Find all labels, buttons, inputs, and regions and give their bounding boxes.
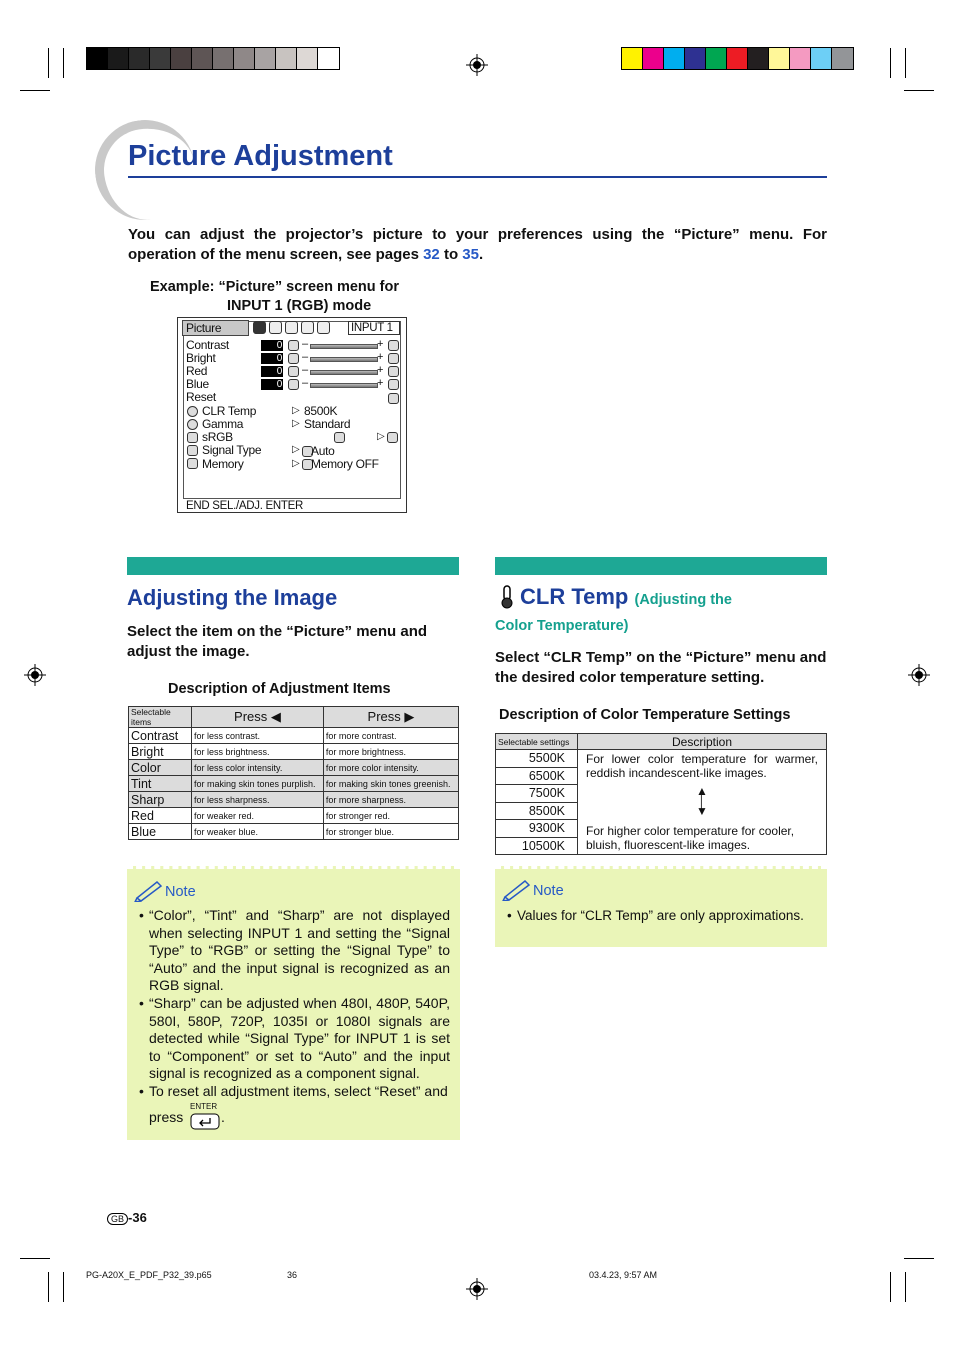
page-title: Picture Adjustment xyxy=(128,140,393,172)
table-row xyxy=(129,776,459,792)
setting-cell: 8500K xyxy=(496,802,578,820)
table-header: Press ◀ xyxy=(192,707,324,728)
adjustment-table xyxy=(128,706,459,840)
osd-value: 0 xyxy=(261,366,283,377)
table-header: Selectable items xyxy=(129,707,192,728)
crop-mark xyxy=(48,48,49,78)
registration-mark-icon xyxy=(24,664,46,686)
color-swatch xyxy=(727,48,748,69)
item-cell: Red xyxy=(129,808,192,824)
clr-caption: Description of Color Temperature Settings xyxy=(499,707,791,723)
gray-color-bar xyxy=(86,47,340,70)
table-header: Selectable settings xyxy=(496,734,578,750)
pencil-icon xyxy=(502,877,532,901)
note-item: • To reset all adjustment items, select “Reset” and xyxy=(139,1083,450,1101)
osd-row-gamma: Gamma xyxy=(202,417,244,431)
note-item: • “Color”, “Tint” and “Sharp” are not displayed when selecting INPUT 1 and setting the “Signal Type” to “RGB” or setting the “Signal Type” to “Auto” and the input signal is recognized as an RGB signal. xyxy=(139,907,450,995)
osd-slider xyxy=(310,344,378,349)
desc-bottom: For higher color temperature for cooler, bluish, fluorescent-like images. xyxy=(586,824,795,852)
color-swatch xyxy=(129,48,150,69)
note-box-right xyxy=(495,866,827,947)
description-cell: for less brightness. xyxy=(192,744,324,760)
table-header: Press ▶ xyxy=(323,707,458,728)
crop-mark xyxy=(904,90,934,91)
blue-icon xyxy=(288,379,299,390)
osd-row-contrast: Contrast xyxy=(186,338,229,352)
thermometer-icon xyxy=(497,585,517,609)
clr-lead: Select “CLR Temp” on the “Picture” menu and the desired color temperature setting. xyxy=(495,649,827,686)
contrast-icon xyxy=(288,340,299,351)
reset-icon xyxy=(388,393,399,404)
table-row xyxy=(129,792,459,808)
item-cell: Bright xyxy=(129,744,192,760)
osd-memory-value: Memory OFF xyxy=(311,457,379,471)
table-header: Description xyxy=(578,734,827,750)
osd-value: 0 xyxy=(261,353,283,364)
clr-heading: CLR Temp (Adjusting the xyxy=(520,584,732,609)
color-swatch xyxy=(769,48,790,69)
color-swatch xyxy=(622,48,643,69)
osd-menu-icons xyxy=(253,321,330,334)
enter-label: ENTER xyxy=(190,1102,218,1111)
table-row xyxy=(129,808,459,824)
color-swatch xyxy=(108,48,129,69)
color-bar xyxy=(621,47,854,70)
double-arrow-icon: ▲ │ ▼ xyxy=(696,784,708,818)
section-bar-left xyxy=(127,557,459,575)
intro-paragraph: You can adjust the projector’s picture to your preferences using the “Picture” menu. For operation of the menu screen, see pages 32 to 35. xyxy=(128,226,827,263)
setting-cell: 9300K xyxy=(496,820,578,838)
osd-row-reset: Reset xyxy=(186,390,216,404)
description-cell: for weaker blue. xyxy=(192,824,324,840)
item-cell: Sharp xyxy=(129,792,192,808)
osd-gamma-value: Standard xyxy=(304,417,351,431)
color-swatch xyxy=(192,48,213,69)
clr-temp-icon xyxy=(187,406,198,417)
description-cell: for stronger blue. xyxy=(323,824,458,840)
color-swatch xyxy=(748,48,769,69)
title-rule xyxy=(128,176,827,178)
color-swatch xyxy=(643,48,664,69)
contrast-icon xyxy=(388,340,399,351)
adjusting-caption: Description of Adjustment Items xyxy=(168,681,391,697)
crop-mark xyxy=(905,48,906,78)
memory-icon xyxy=(187,458,198,469)
crop-mark xyxy=(20,1258,50,1259)
pencil-icon xyxy=(134,878,164,902)
color-swatch xyxy=(297,48,318,69)
osd-row-srgb: sRGB xyxy=(202,430,233,444)
color-swatch xyxy=(87,48,108,69)
note-item: • Values for “CLR Temp” are only approximations. xyxy=(507,907,822,924)
srgb-icon xyxy=(187,432,198,443)
color-swatch xyxy=(234,48,255,69)
osd-value: 0 xyxy=(261,340,283,351)
crop-mark xyxy=(905,1272,906,1302)
srgb-off-icon xyxy=(334,432,345,443)
item-cell: Tint xyxy=(129,776,192,792)
item-cell: Contrast xyxy=(129,728,192,744)
color-swatch xyxy=(685,48,706,69)
color-swatch xyxy=(150,48,171,69)
color-swatch xyxy=(811,48,832,69)
color-swatch xyxy=(318,48,339,69)
description-cell: for less contrast. xyxy=(192,728,324,744)
osd-slider xyxy=(310,357,378,362)
red-icon xyxy=(288,366,299,377)
osd-footer: END SEL./ADJ. ENTER xyxy=(186,500,303,512)
table-row xyxy=(129,760,459,776)
setting-cell: 7500K xyxy=(496,785,578,803)
osd-signal-value: Auto xyxy=(311,444,335,458)
description-cell xyxy=(578,750,827,855)
description-cell: for more contrast. xyxy=(323,728,458,744)
description-cell: for more color intensity. xyxy=(323,760,458,776)
description-cell: for less color intensity. xyxy=(192,760,324,776)
osd-menu-illustration: Picture INPUT 1 Contrast Bright Red Blue Reset 0 0 0 0 – – – – + + + + CLR Temp Gamma sRGB Signal Type Memory ▷ 8500K ▷ Standard ▷ ▷ Auto ▷ Memory OFF END SEL./ADJ. ENTER xyxy=(177,317,407,513)
color-swatch xyxy=(213,48,234,69)
note-item: • “Sharp” can be adjusted when 480I, 480P, 540P, 580I, 580P, 720P, 1035I or 1080I signals are detected while “Signal Type” for INPUT 1 is set to “Component” or set to “Auto” and the input signal is recognized as a component signal. xyxy=(139,995,450,1083)
footer-page: 36 xyxy=(287,1270,298,1280)
note-press: press xyxy=(149,1109,184,1125)
color-swatch xyxy=(255,48,276,69)
color-swatch xyxy=(706,48,727,69)
description-cell: for making skin tones greenish. xyxy=(323,776,458,792)
osd-row-red: Red xyxy=(186,364,208,378)
osd-row-blue: Blue xyxy=(186,377,209,391)
adjusting-heading: Adjusting the Image xyxy=(127,585,338,610)
registration-mark-icon xyxy=(466,1278,488,1300)
table-row xyxy=(129,824,459,840)
osd-row-bright: Bright xyxy=(186,351,216,365)
description-cell: for weaker red. xyxy=(192,808,324,824)
osd-row-clr-temp: CLR Temp xyxy=(202,404,257,418)
color-swatch xyxy=(171,48,192,69)
section-bar-right xyxy=(495,557,827,575)
table-row xyxy=(129,728,459,744)
clr-subheading: Color Temperature) xyxy=(495,618,629,634)
footer-date: 03.4.23, 9:57 AM xyxy=(589,1270,658,1280)
osd-slider xyxy=(310,370,378,375)
crop-mark xyxy=(63,1272,64,1302)
enter-button-icon xyxy=(190,1113,220,1130)
description-cell: for making skin tones purplish. xyxy=(192,776,324,792)
color-swatch xyxy=(276,48,297,69)
color-swatch xyxy=(664,48,685,69)
color-swatch xyxy=(790,48,811,69)
crop-mark xyxy=(904,1258,934,1259)
crop-mark xyxy=(48,1272,49,1302)
note-label: Note xyxy=(533,883,564,899)
item-cell: Blue xyxy=(129,824,192,840)
osd-input-label: INPUT 1 xyxy=(348,321,400,335)
setting-cell: 6500K xyxy=(496,767,578,785)
example-caption: Example: “Picture” screen menu for INPUT 1 (RGB) mode xyxy=(150,279,399,314)
description-cell: for more brightness. xyxy=(323,744,458,760)
registration-mark-icon xyxy=(908,664,930,686)
footer-file: PG-A20X_E_PDF_P32_39.p65 xyxy=(86,1270,212,1280)
osd-row-signal-type: Signal Type xyxy=(202,443,262,457)
signal-type-icon xyxy=(187,445,198,456)
blue-icon xyxy=(388,379,399,390)
crop-mark xyxy=(890,48,891,78)
crop-mark xyxy=(63,48,64,78)
gamma-icon xyxy=(187,419,198,430)
srgb-on-icon xyxy=(387,432,398,443)
brightness-icon xyxy=(288,353,299,364)
page-link[interactable]: 32 xyxy=(423,246,440,263)
desc-top: For lower color temperature for warmer, reddish incandescent-like images. xyxy=(586,752,818,780)
setting-cell: 10500K xyxy=(496,837,578,855)
brightness-icon xyxy=(388,353,399,364)
crop-mark xyxy=(20,90,50,91)
color-temperature-table xyxy=(495,733,827,855)
page-number: GB -36 xyxy=(107,1210,147,1225)
description-cell: for less sharpness. xyxy=(192,792,324,808)
osd-tab-picture: Picture xyxy=(182,320,249,336)
registration-mark-icon xyxy=(466,54,488,76)
osd-row-memory: Memory xyxy=(202,457,244,471)
osd-clr-value: 8500K xyxy=(304,404,338,418)
description-cell: for stronger red. xyxy=(323,808,458,824)
osd-value: 0 xyxy=(261,379,283,390)
table-row xyxy=(129,744,459,760)
description-cell: for more sharpness. xyxy=(323,792,458,808)
adjusting-lead: Select the item on the “Picture” menu and adjust the image. xyxy=(127,623,428,660)
crop-mark xyxy=(890,1272,891,1302)
note-box-left: Note • “Color”, “Tint” and “Sharp” are not displayed when selecting INPUT 1 and setting the “Signal Type” to “RGB” or setting the “Signal Type” to “Auto” and the input signal is recognized as an RGB signal. • “Sharp” can be adjusted when 480I, 480P, 540P, 580I, 580P, 720P, 1035I or 1080I signals are detected while “Signal Type” for INPUT 1 is set to “Component” or set to “Auto” and the input signal is recognized as a component signal. • To reset all adjustment items, select “Reset” and press ENTER . xyxy=(127,866,460,1140)
color-swatch xyxy=(832,48,853,69)
osd-slider xyxy=(310,383,378,388)
item-cell: Color xyxy=(129,760,192,776)
table-row xyxy=(496,750,827,768)
setting-cell: 5500K xyxy=(496,750,578,768)
note-label: Note xyxy=(165,884,196,900)
red-icon xyxy=(388,366,399,377)
page-link[interactable]: 35 xyxy=(462,246,479,263)
